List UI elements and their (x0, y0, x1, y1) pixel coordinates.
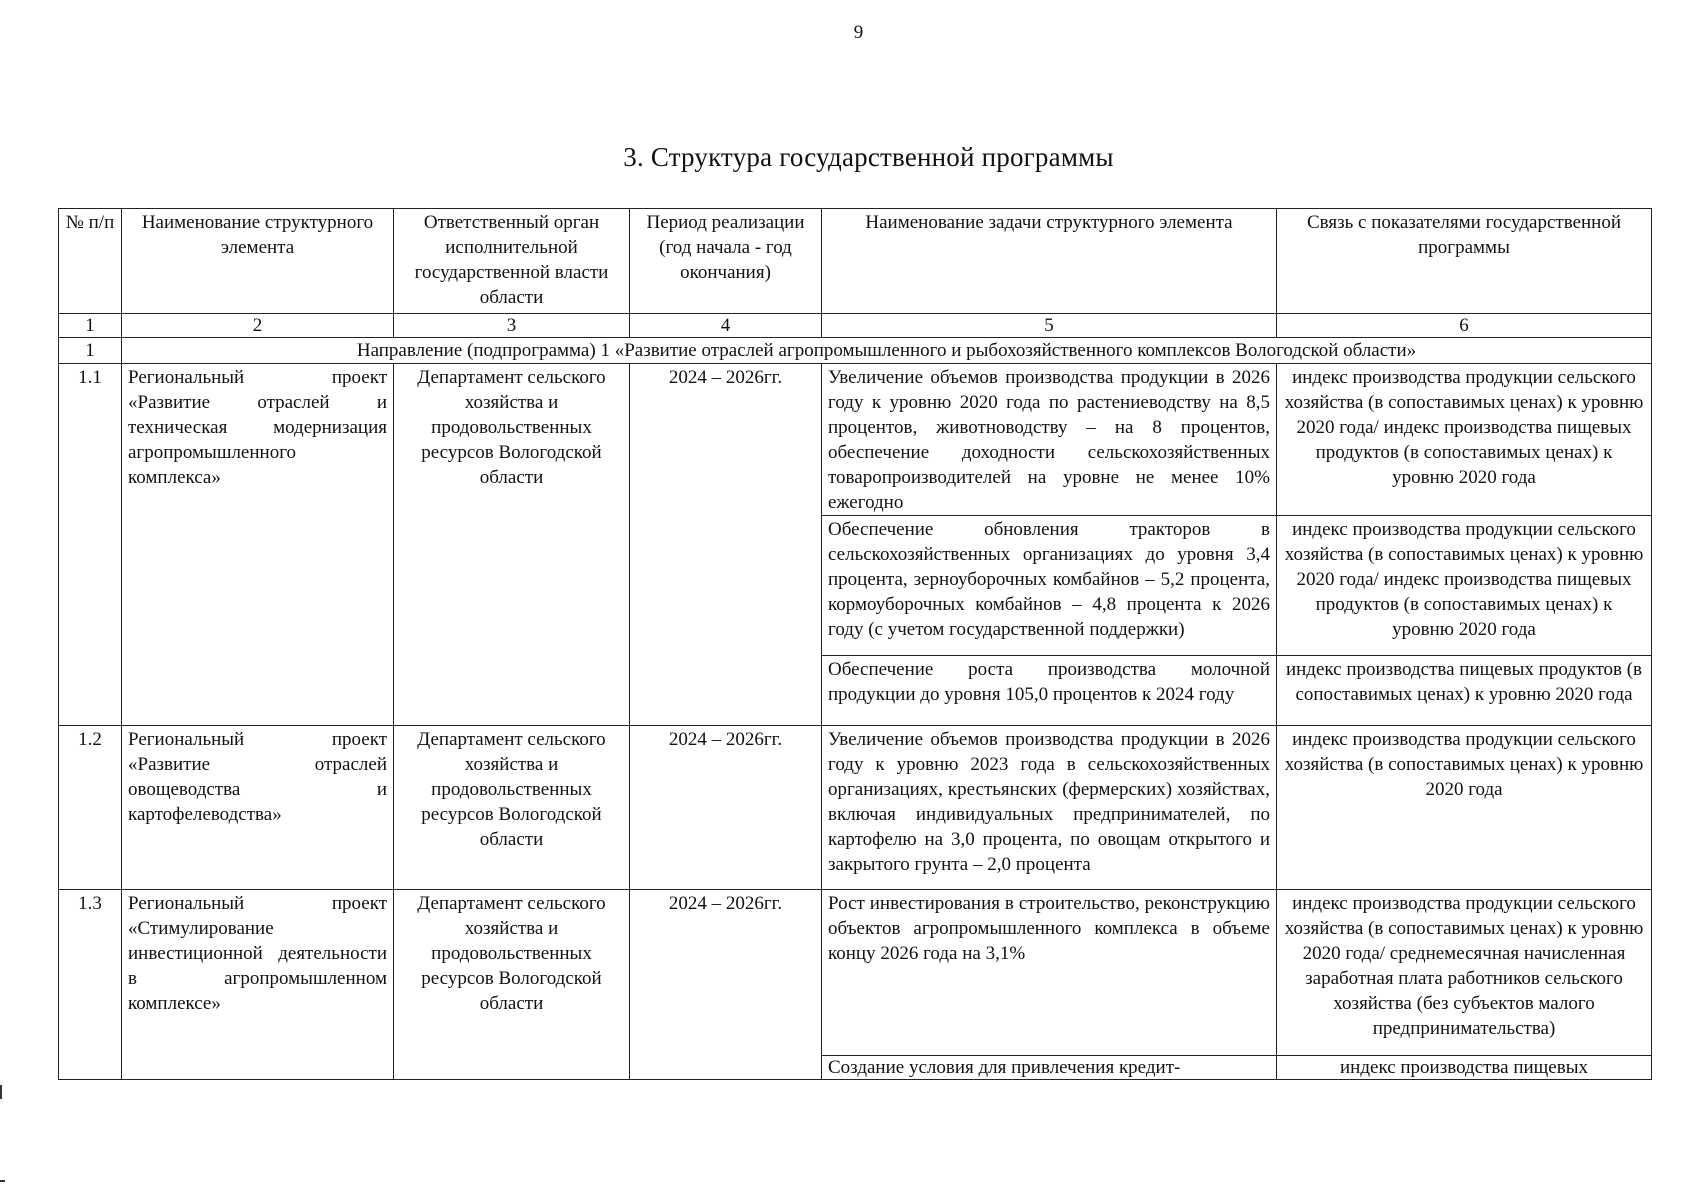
program-structure-table (58, 208, 1652, 1080)
header-indicator-link: Связь с показателями государственной программы (1277, 209, 1652, 314)
task-cell: Обеспечение роста производства молочной продукции до уровня 105,0 процентов к 2024 году (822, 656, 1277, 726)
indicator-cell: индекс производства продукции сельского хозяйства (в сопоставимых ценах) к уровню 2020 года/ индекс производства пищевых продуктов (в сопоставимых ценах) к уровню 2020 года (1277, 364, 1652, 516)
table-row (59, 890, 1652, 1056)
project-num: 1.1 (59, 364, 122, 726)
scan-margin-mark (0, 1180, 5, 1182)
column-number-row (59, 314, 1652, 338)
task-cell: Создание условия для привлечения кредит- (822, 1056, 1277, 1080)
indicator-cell: индекс производства пищевых (1277, 1056, 1652, 1080)
header-num: № п/п (59, 209, 122, 314)
direction-row (59, 338, 1652, 364)
scan-margin-mark (0, 1085, 6, 1099)
page-number (0, 22, 1697, 44)
column-number: 6 (1277, 314, 1652, 338)
project-period: 2024 – 2026гг. (630, 890, 822, 1080)
header-task-name: Наименование задачи структурного элемента (822, 209, 1277, 314)
direction-num: 1 (59, 338, 122, 364)
project-name: Региональный проект «Развитие отраслей овощеводства и картофелеводства» (122, 726, 394, 890)
task-cell: Увеличение объемов производства продукции в 2026 году к уровню 2023 года в сельскохозяйственных организациях, крестьянских (фермерских) хозяйствах, включая индивидуальных предпринимателей, по картофелю на 3,0 процента, по овощам открытого и закрытого грунта – 2,0 процента (822, 726, 1277, 890)
header-element-name: Наименование структурного элемента (122, 209, 394, 314)
header-responsible-org: Ответственный орган исполнительной государственной власти области (394, 209, 630, 314)
table-row (59, 726, 1652, 890)
indicator-cell: индекс производства продукции сельского хозяйства (в сопоставимых ценах) к уровню 2020 года (1277, 726, 1652, 890)
project-org: Департамент сельского хозяйства и продовольственных ресурсов Вологодской области (394, 890, 630, 1080)
project-org: Департамент сельского хозяйства и продовольственных ресурсов Вологодской области (394, 726, 630, 890)
indicator-cell: индекс производства продукции сельского хозяйства (в сопоставимых ценах) к уровню 2020 года/ индекс производства пищевых продуктов (в сопоставимых ценах) к уровню 2020 года (1277, 516, 1652, 656)
column-number: 4 (630, 314, 822, 338)
column-number: 5 (822, 314, 1277, 338)
task-cell: Обеспечение обновления тракторов в сельскохозяйственных организациях до уровня 3,4 процента, зерноуборочных комбайнов – 5,2 процента, кормоуборочных комбайнов – 4,8 процента к 2026 году (с учетом государственной поддержки) (822, 516, 1277, 656)
project-org: Департамент сельского хозяйства и продовольственных ресурсов Вологодской области (394, 364, 630, 726)
page-title-text: 3. Структура государственной программы (623, 142, 1114, 172)
page-number-text: 9 (853, 22, 864, 43)
project-period: 2024 – 2026гг. (630, 364, 822, 726)
project-period: 2024 – 2026гг. (630, 726, 822, 890)
column-number: 3 (394, 314, 630, 338)
table-row (59, 364, 1652, 516)
project-num: 1.2 (59, 726, 122, 890)
project-name: Региональный проект «Стимулирование инвестиционной деятельности в агропромышленном комплексе» (122, 890, 394, 1080)
indicator-cell: индекс производства пищевых продуктов (в сопоставимых ценах) к уровню 2020 года (1277, 656, 1652, 726)
direction-title: Направление (подпрограмма) 1 «Развитие отраслей агропромышленного и рыбохозяйственного комплексов Вологодской области» (122, 338, 1652, 364)
task-cell: Рост инвестирования в строительство, реконструкцию объектов агропромышленного комплекса в объеме концу 2026 года на 3,1% (822, 890, 1277, 1056)
task-cell: Увеличение объемов производства продукции в 2026 году к уровню 2020 года по растениеводству на 8,5 процентов, животноводству – на 8 процентов, обеспечение доходности сельскохозяйственных товаропроизводителей на уровне не менее 10% ежегодно (822, 364, 1277, 516)
indicator-cell: индекс производства продукции сельского хозяйства (в сопоставимых ценах) к уровню 2020 года/ среднемесячная начисленная заработная плата работников сельского хозяйства (без субъектов малого предпринимательства) (1277, 890, 1652, 1056)
header-row (59, 209, 1652, 314)
column-number: 1 (59, 314, 122, 338)
project-num: 1.3 (59, 890, 122, 1080)
project-name: Региональный проект «Развитие отраслей и техническая модернизация агропромышленного комплекса» (122, 364, 394, 726)
page-title (0, 142, 1697, 173)
header-period: Период реализации (год начала - год окончания) (630, 209, 822, 314)
column-number: 2 (122, 314, 394, 338)
